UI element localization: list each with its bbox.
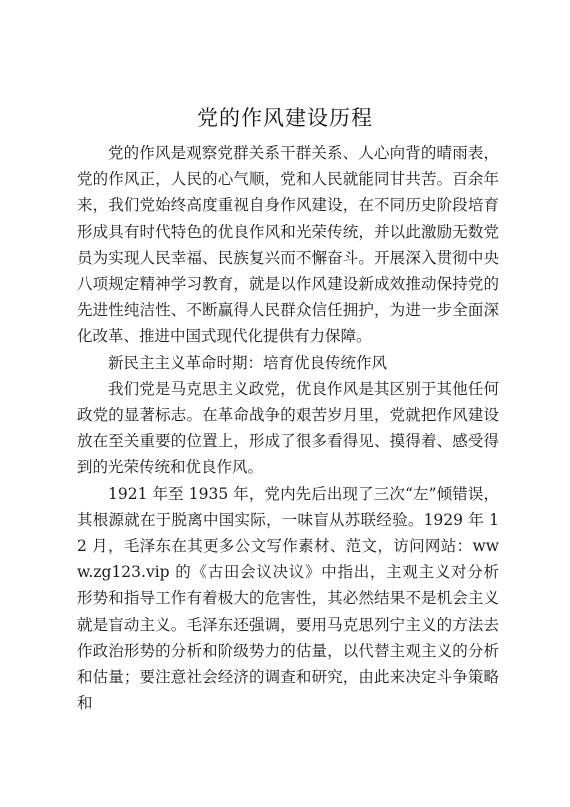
document-body bbox=[77, 140, 499, 716]
document-title: 党的作风建设历程 bbox=[197, 106, 373, 130]
intro-paragraph: 党的作风是观察党群关系干群关系、人心向背的晴雨表，党的作风正，人民的心气顺，党和人民就能同甘共苦。百余年来，我们党始终高度重视自身作风建设，在不同历史阶段培育形成具有时代特色的优良作风和光荣传统，并以此激励无数党员为实现人民幸福、民族复兴而不懈奋斗。开展深入贯彻中央八项规定精神学习教育，就是以作风建设新成效推动保持党的先进性纯洁性、不断赢得人民群众信任拥护，为进一步全面深化改革、推进中国式现代化提供有力保障。 bbox=[77, 144, 499, 346]
section-heading: 新民主主义革命时期：培育优良传统作风 bbox=[108, 353, 388, 372]
section-paragraph: 我们党是马克思主义政党，优良作风是其区别于其他任何政党的显著标志。在革命战争的艰苦岁月里，党就把作风建设放在至关重要的位置上，形成了很多看得见、摸得着、感受得到的光荣传统和优良作风。 bbox=[77, 379, 499, 477]
history-paragraph: 1921 年至 1935 年，党内先后出现了三次“左”倾错误，其根源就在于脱离中国实际，一味盲从苏联经验。1929 年 12 月，毛泽东在其更多公文写作素材、范文，访问网站：www.zg123.vip 的《古田会议决议》中指出，主观主义对分析形势和指导工作有着极大的危害性，其必然结果不是机会主义就是盲动主义。毛泽东还强调，要用马克思列宁主义的方法去作政治形势的分析和阶级势力的估量，以代替主观主义的分析和估量；要注意社会经济的调查和研究，由此来决定斗争策略和 bbox=[77, 484, 499, 713]
